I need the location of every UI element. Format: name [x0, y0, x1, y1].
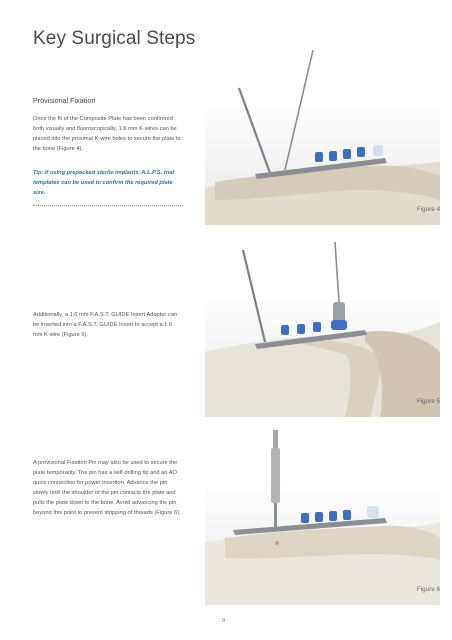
paragraph-guide-adapter: Additionally, a 1.6 mm F.A.S.T. GUIDE Insert Adapter can be inserted into a F.A.S.T. GUIDE Insert to accept a 1.6 mm K-wire (Figure 5).: [33, 312, 178, 338]
figure-6-caption: Figure 6: [416, 586, 440, 593]
figure-5-illustration: [205, 242, 440, 417]
figure-5-panel: [205, 242, 440, 417]
section-heading: Provisional Fixation: [33, 96, 96, 105]
tip-text: Tip: If using prepacked sterile implants, A.L.P.S. trial templates can be used to confirm the required plate size.: [33, 170, 175, 196]
paragraph-fixation-pin: A provisional Fixation Pin may also be used to secure the plate temporarily. The pin has a self-drilling tip and an AO quick connection for power insertion. Advance the pin slowly until the shoulder of the pin contacts the plate and pulls the plate down to the bone. Avoid advancing the pin beyond this point to prevent stripping of threads (Figure 6).: [33, 460, 181, 516]
figure-4-illustration: [205, 50, 440, 225]
figure-6-illustration: [205, 430, 440, 605]
figure-5-caption: Figure 5: [416, 398, 440, 405]
paragraph-k-wires: Once the fit of the Composite Plate has been confirmed both visually and fluoroscopically, 1.6 mm K-wires can be placed into the proximal K-wire holes to secure the plate to the bone (Figure 4).: [33, 116, 181, 152]
figure-4-caption: Figure 4: [416, 206, 440, 213]
figure-4-panel: [205, 50, 440, 225]
page-number: 9: [222, 618, 226, 624]
page-title: Key Surgical Steps: [33, 28, 196, 49]
divider-rule: [33, 205, 183, 206]
figure-6-panel: [205, 430, 440, 605]
